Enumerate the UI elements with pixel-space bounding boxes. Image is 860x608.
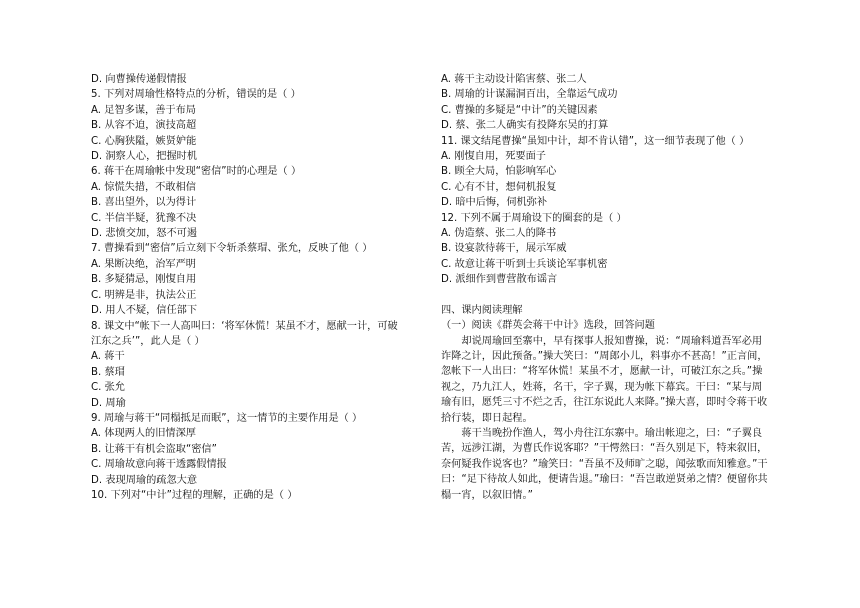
q10-option-a: A. 蒋干主动设计陷害蔡、张二人 — [441, 74, 587, 85]
q10-stem: 10. 下列对“中计”过程的理解，正确的是（ ） — [91, 489, 298, 501]
reading-heading: （一）阅读《群英会蒋干中计》选段，回答问题 — [441, 320, 655, 332]
q9-option-c: C. 周瑜故意向蒋干透露假情报 — [91, 459, 227, 471]
q12-option-c: C. 故意让蒋干听到士兵谈论军事机密 — [441, 258, 608, 270]
q8-stem-line1: 8. 课文中“帐下一人高叫曰：‘将军休慌！某虽不才，愿献一计，可破 — [91, 320, 398, 332]
q5-option-c: C. 心胸狭隘，嫉贤妒能 — [91, 135, 197, 147]
q11-option-a: A. 刚愎自用，死要面子 — [441, 151, 546, 163]
q9-option-d: D. 表现周瑜的疏忽大意 — [91, 474, 198, 486]
q11-option-c: C. 心有不甘，想伺机报复 — [441, 181, 557, 193]
q6-option-a: A. 惊慌失措，不敢相信 — [91, 181, 196, 193]
q6-option-b: B. 喜出望外，以为得计 — [91, 197, 197, 209]
q7-stem: 7. 曹操看到“密信”后立刻下令斩杀蔡瑁、张允，反映了他（ ） — [91, 243, 373, 255]
reading-paragraph-2: 蒋干当晚扮作渔人，驾小舟往江东寨中。瑜出帐迎之，曰：“子翼良苦，远涉江湖，为曹氏作说客耶？”干愕然曰：“吾久别足下，特来叙旧，奈何疑我作说客也？”瑜笑曰：“吾虽不及师旷之聪，闻弦歌而知雅意。”干曰：“足下待故人如此，便请告退。”瑜曰：“吾岂敢逆贤弟之情？便留你共榻一宵，以叙旧情。” — [441, 427, 768, 501]
q9-stem: 9. 周瑜与蒋干“同榻抵足而眠”，这一情节的主要作用是（ ） — [91, 412, 363, 424]
q11-option-b: B. 顾全大局，怕影响军心 — [441, 166, 557, 178]
q7-option-c: C. 明辨是非，执法公正 — [91, 289, 197, 301]
q12-option-a: A. 伪造蔡、张二人的降书 — [441, 228, 557, 240]
q8-option-c: C. 张允 — [91, 382, 125, 394]
q5-option-d: D. 洞察人心，把握时机 — [91, 151, 198, 163]
q9-option-b: B. 让蒋干有机会盗取“密信” — [91, 443, 217, 455]
q5-option-b: B. 从容不迫，演技高超 — [91, 120, 197, 132]
section-title: 四、课内阅读理解 — [441, 304, 523, 316]
q5-stem: 5. 下列对周瑜性格特点的分析，错误的是（ ） — [91, 89, 301, 101]
q9-option-a: A. 体现两人的旧情深厚 — [91, 428, 196, 440]
q10-option-c: C. 曹操的多疑是“中计”的关键因素 — [441, 104, 598, 116]
q8-option-d: D. 周瑜 — [91, 397, 126, 409]
q10-option-b: B. 周瑜的计谋漏洞百出，全靠运气成功 — [441, 89, 618, 101]
q10-option-d: D. 蔡、张二人确实有投降东吴的打算 — [441, 120, 609, 132]
q12-option-b: B. 设宴款待蒋干，展示军威 — [441, 243, 567, 255]
q4-option-d: D. 向曹操传递假情报 — [91, 74, 187, 85]
q6-stem: 6. 蒋干在周瑜帐中发现“密信”时的心理是（ ） — [91, 166, 302, 178]
q11-stem: 11. 课文结尾曹操“虽知中计，却不肯认错”，这一细节表现了他（ ） — [441, 135, 750, 147]
q8-stem-line2: 江东之兵’”，此人是（ ） — [91, 335, 205, 347]
q7-option-a: A. 果断决绝，治军严明 — [91, 258, 196, 270]
right-column — [441, 72, 771, 503]
q5-option-a: A. 足智多谋，善于布局 — [91, 104, 196, 116]
q7-option-d: D. 用人不疑，信任部下 — [91, 305, 198, 317]
q8-option-a: A. 蒋干 — [91, 351, 125, 363]
q12-stem: 12. 下列不属于周瑜设下的圈套的是（ ） — [441, 212, 627, 224]
q8-option-b: B. 蔡瑁 — [91, 366, 125, 378]
reading-paragraph-1: 却说周瑜回至寨中，早有探事人报知曹操，说：“周瑜料道吾军必用诈降之计，因此预备。”操大笑曰：“周郎小儿，料事亦不甚高！”正言间，忽帐下一人出曰：“将军休慌！某虽不才，愿献一计，可破江东之兵。”操视之，乃九江人，姓蒋，名干，字子翼，现为帐下幕宾。干曰：“某与周瑜有旧，愿凭三寸不烂之舌，往江东说此人来降。”操大喜，即时令蒋干收拾行装，即日起程。 — [441, 335, 768, 424]
left-column — [91, 72, 413, 503]
q11-option-d: D. 暗中后悔，伺机弥补 — [441, 197, 548, 209]
q7-option-b: B. 多疑猜忌，刚愎自用 — [91, 274, 197, 286]
q12-option-d: D. 派细作到曹营散布谣言 — [441, 274, 558, 286]
q6-option-d: D. 悲愤交加，怒不可遏 — [91, 228, 198, 240]
q6-option-c: C. 半信半疑，犹豫不决 — [91, 212, 197, 224]
